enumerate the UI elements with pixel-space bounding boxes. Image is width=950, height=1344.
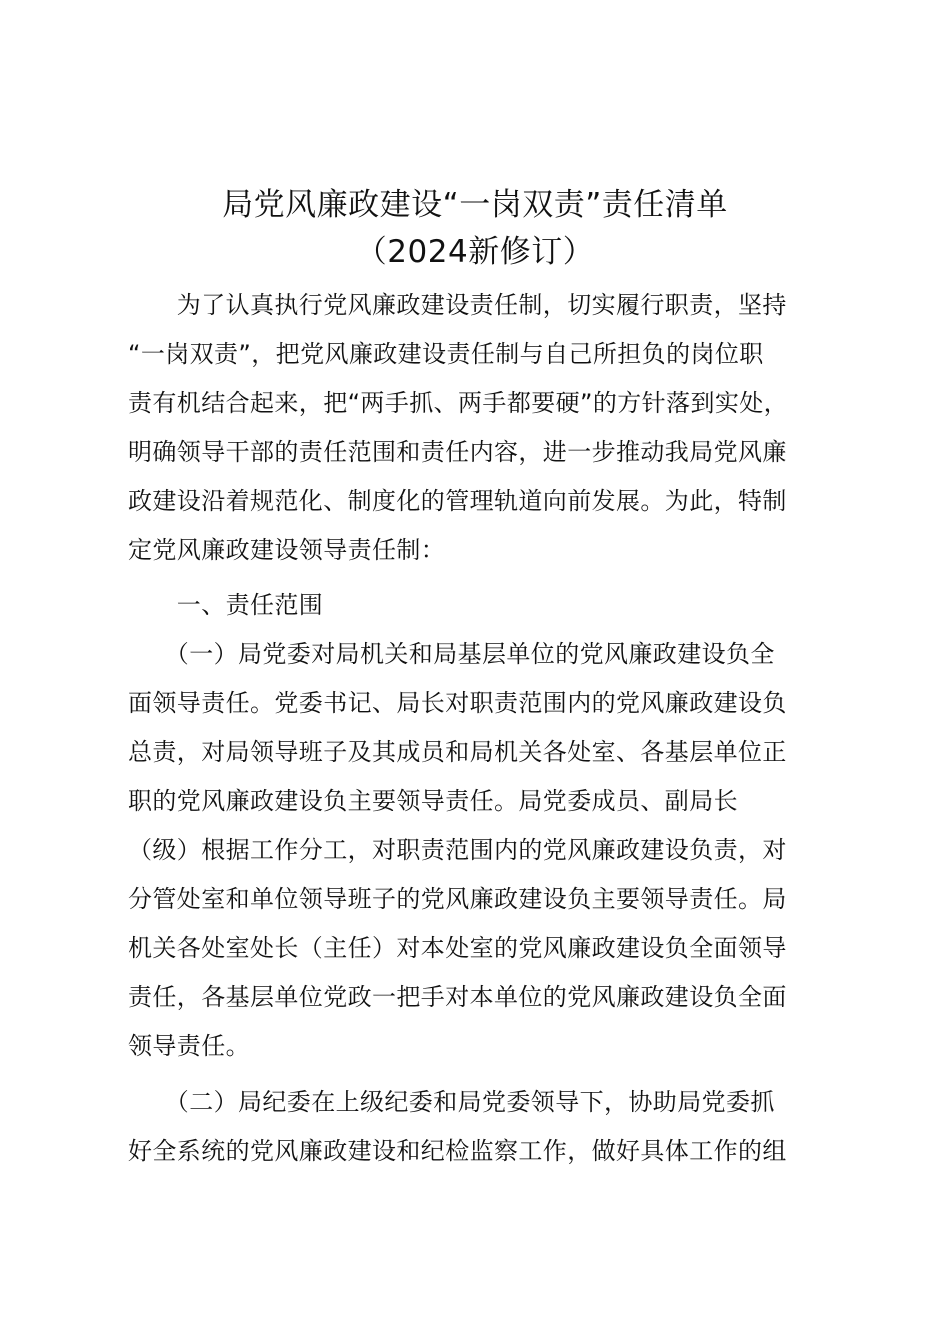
body-line-6: 定党风廉政建设领导责任制：: [128, 536, 446, 564]
body-line-10: 总责，对局领导班子及其成员和局机关各处室、各基层单位正: [128, 738, 787, 766]
body-line-13: 分管处室和单位领导班子的党风廉政建设负主要领导责任。局: [128, 885, 787, 913]
body-line-9: 面领导责任。党委书记、局长对职责范围内的党风廉政建设负: [128, 689, 787, 717]
body-line-14: 机关各处室处长（主任）对本处室的党风廉政建设负全面领导: [128, 934, 787, 962]
body-line-5: 政建设沿着规范化、制度化的管理轨道向前发展。为此，特制: [128, 487, 787, 515]
document-subtitle: （2024新修订）: [355, 234, 595, 270]
body-line-18: 好全系统的党风廉政建设和纪检监察工作，做好具体工作的组: [128, 1137, 787, 1165]
body-line-8: （一）局党委对局机关和局基层单位的党风廉政建设负全: [128, 640, 775, 668]
body-line-16: 领导责任。: [128, 1032, 250, 1060]
body-line-17: （二）局纪委在上级纪委和局党委领导下，协助局党委抓: [128, 1088, 775, 1116]
body-line-15: 责任，各基层单位党政一把手对本单位的党风廉政建设负全面: [128, 983, 787, 1011]
body-line-1: 为了认真执行党风廉政建设责任制，切实履行职责，坚持: [128, 291, 787, 319]
body-line-4: 明确领导干部的责任范围和责任内容，进一步推动我局党风廉: [128, 438, 787, 466]
body-line-12: （级）根据工作分工，对职责范围内的党风廉政建设负责，对: [128, 836, 787, 864]
section-heading: 一、责任范围: [128, 591, 324, 619]
body-line-11: 职的党风廉政建设负主要领导责任。局党委成员、副局长: [128, 787, 738, 815]
document-title: 局党风廉政建设“一岗双责”责任清单: [222, 187, 728, 223]
body-line-2: “一岗双责”，把党风廉政建设责任制与自己所担负的岗位职: [128, 340, 764, 368]
body-line-3: 责有机结合起来，把“两手抓、两手都要硬”的方针落到实处，: [128, 389, 789, 417]
